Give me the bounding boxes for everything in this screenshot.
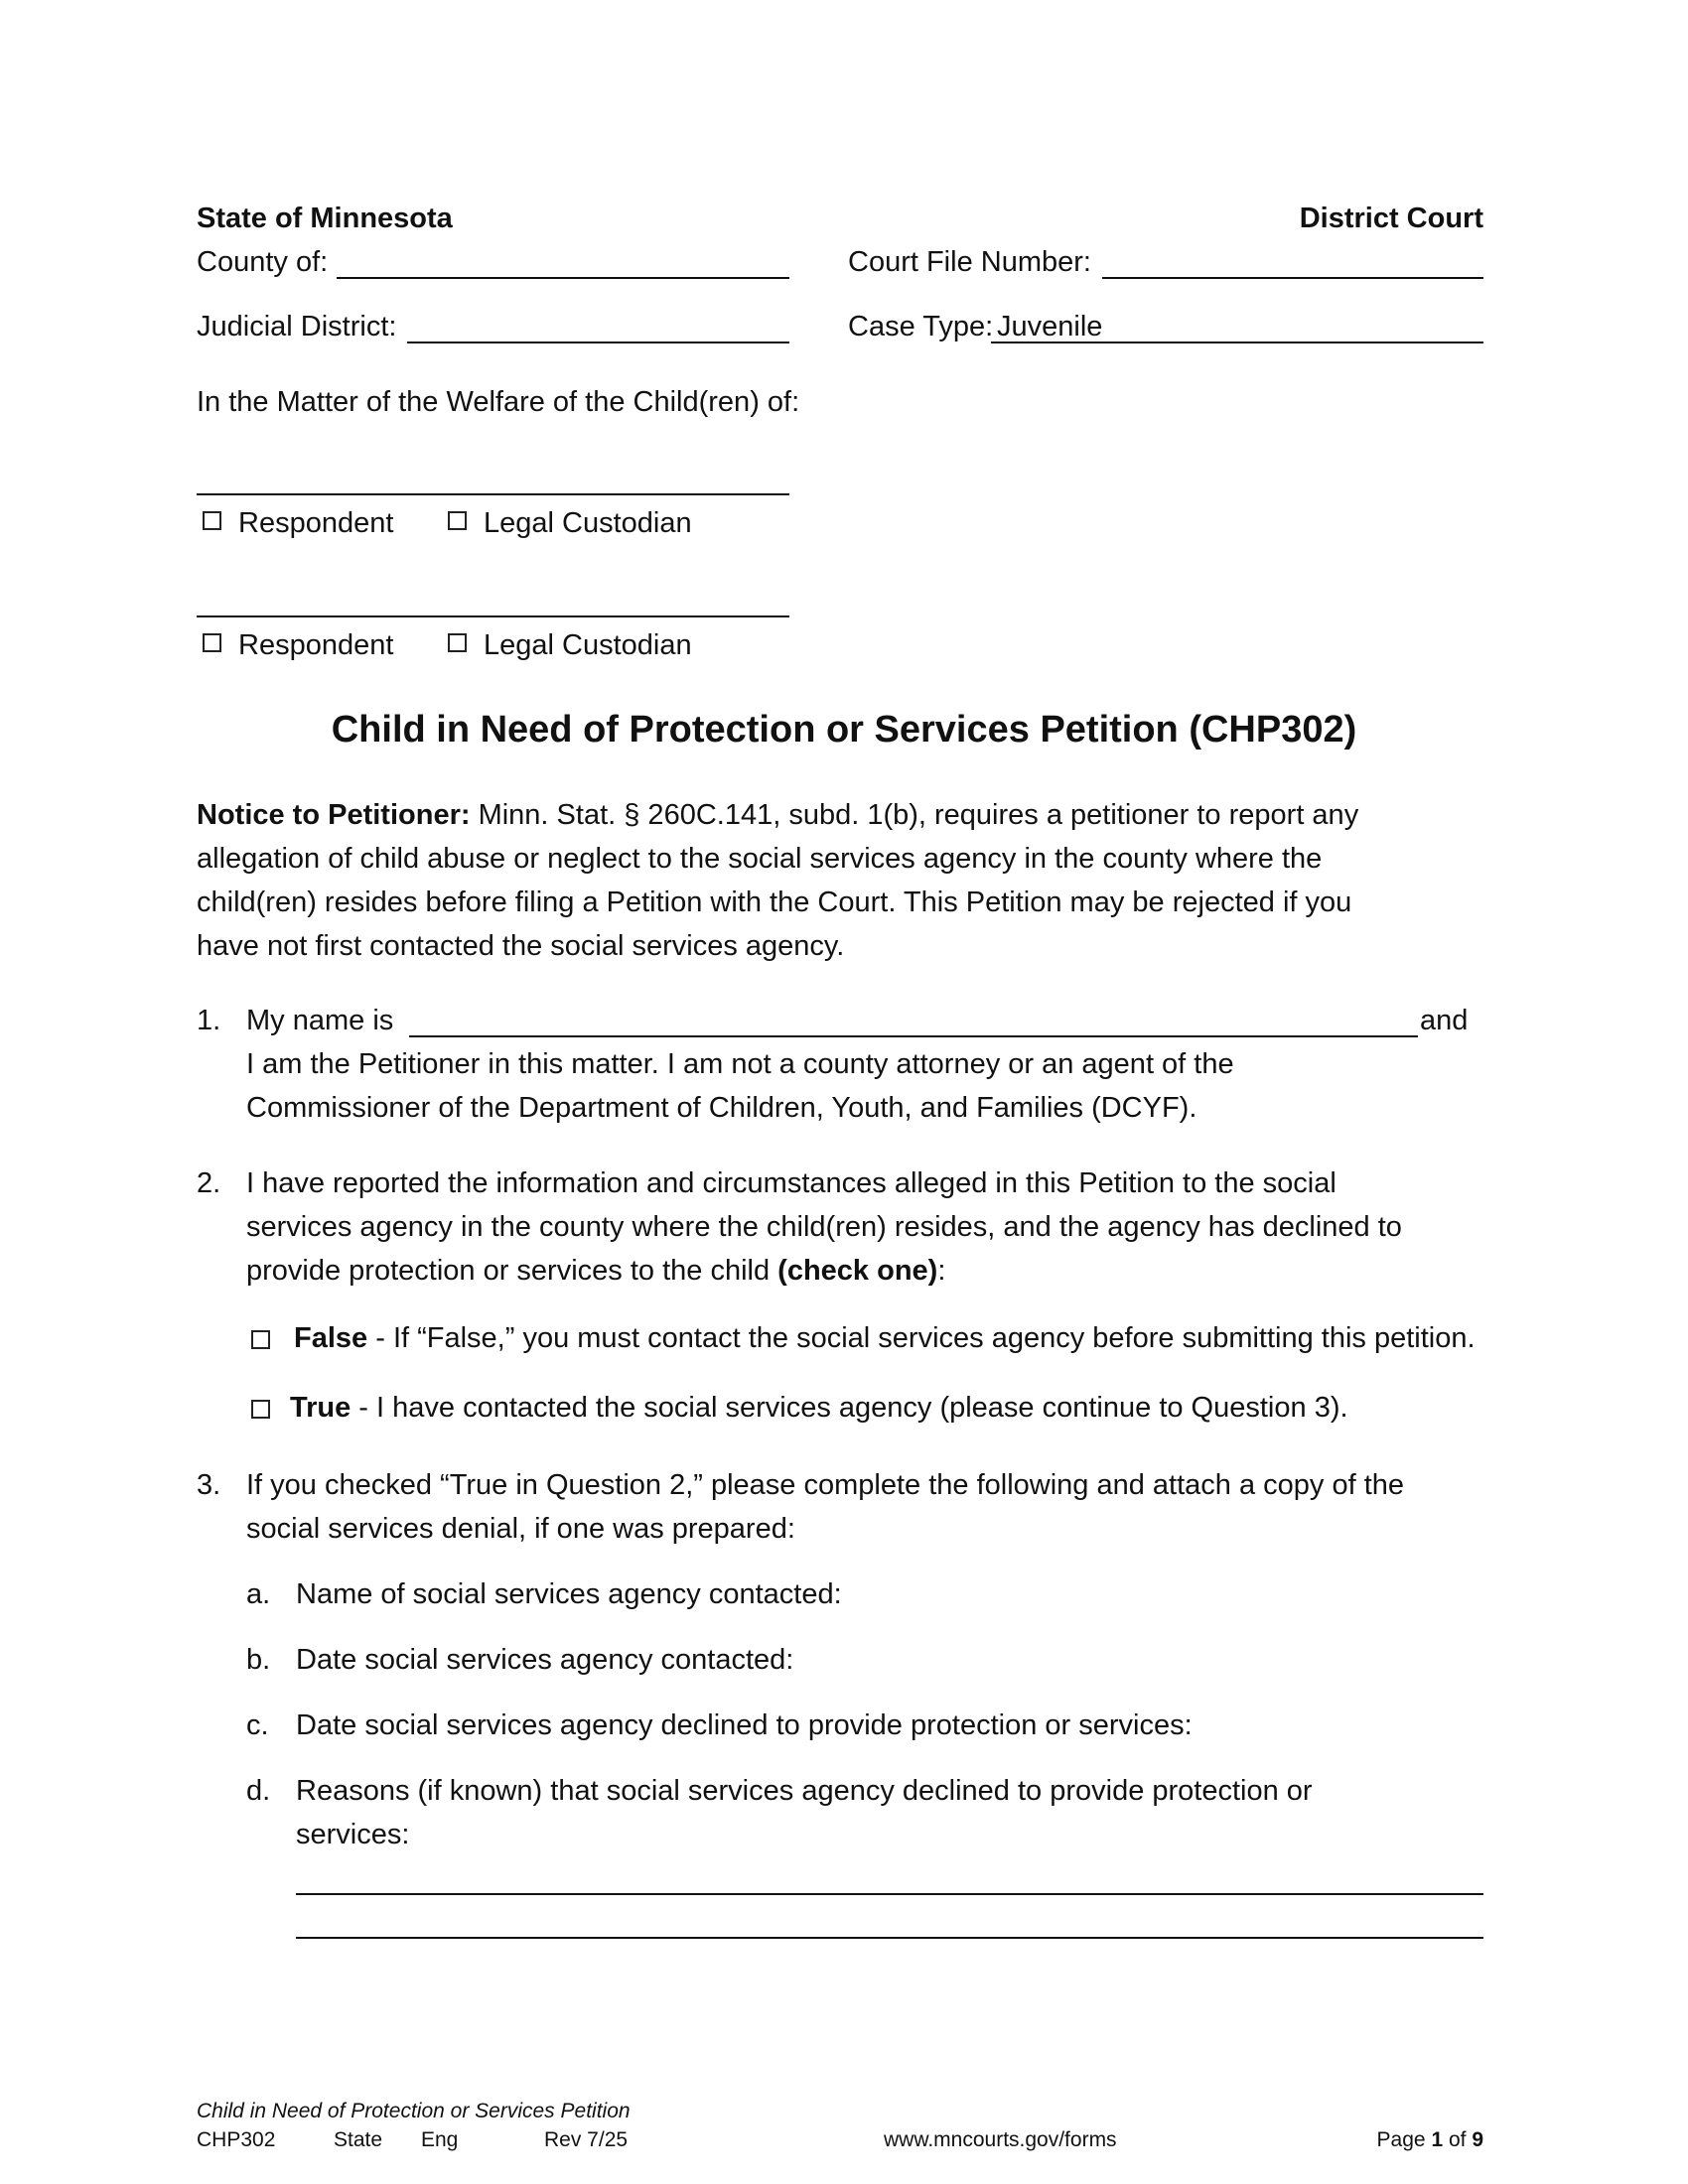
footer-url[interactable]: www.mncourts.gov/forms xyxy=(884,2128,1117,2151)
footer-scope: State xyxy=(334,2128,383,2151)
true-option-label: True xyxy=(290,1392,352,1424)
q3d-text-2: services: xyxy=(296,1819,410,1850)
notice-line-2: allegation of child abuse or neglect to the social services agency in the county where the xyxy=(197,843,1323,875)
q3c-letter: c. xyxy=(246,1709,269,1741)
q3a-text: Name of social services agency contacted: xyxy=(296,1578,842,1610)
q3b-letter: b. xyxy=(246,1644,271,1676)
case-type-value: Juvenile xyxy=(997,311,1103,342)
petitioner-name-input-line[interactable] xyxy=(409,1035,1418,1037)
false-checkbox[interactable] xyxy=(251,1330,270,1349)
state-label: State of Minnesota xyxy=(197,203,453,234)
q3d-letter: d. xyxy=(246,1775,271,1807)
reasons-input-line-1[interactable] xyxy=(296,1893,1483,1895)
page-total: 9 xyxy=(1472,2128,1483,2151)
judicial-district-input-line[interactable] xyxy=(407,341,789,343)
party-2-custodian-checkbox[interactable] xyxy=(448,633,467,652)
q3b-text: Date social services agency contacted: xyxy=(296,1644,794,1676)
page-mid: of xyxy=(1443,2128,1473,2151)
notice-text-1: Minn. Stat. § 260C.141, subd. 1(b), requires a petitioner to report any xyxy=(478,799,1359,831)
party-1-respondent-checkbox[interactable] xyxy=(203,511,221,530)
q3-number: 3. xyxy=(197,1469,221,1501)
notice-line-3: child(ren) resides before filing a Petition with the Court. This Petition may be rejected if you xyxy=(197,887,1352,918)
footer-revision: Rev 7/25 xyxy=(544,2128,629,2151)
party-2-respondent-label: Respondent xyxy=(238,629,394,661)
county-input-line[interactable] xyxy=(337,277,789,279)
page-current: 1 xyxy=(1431,2128,1444,2151)
notice-line-1 xyxy=(197,793,1358,837)
q1-lead: My name is xyxy=(246,1005,394,1036)
party-1-custodian-checkbox[interactable] xyxy=(448,511,467,530)
q3c-text: Date social services agency declined to provide protection or services: xyxy=(296,1709,1193,1741)
footer-code: CHP302 xyxy=(197,2128,276,2151)
q3-line-1: If you checked “True in Question 2,” please complete the following and attach a copy of the xyxy=(246,1469,1405,1501)
q3-line-2: social services denial, if one was prepared: xyxy=(246,1513,795,1545)
party-2-custodian-label: Legal Custodian xyxy=(484,629,692,661)
false-option xyxy=(294,1316,1476,1360)
q2-line-3-colon: : xyxy=(937,1255,946,1287)
false-option-label: False xyxy=(294,1322,368,1354)
q1-line-3: Commissioner of the Department of Children, Youth, and Families (DCYF). xyxy=(246,1092,1197,1124)
q2-line-1: I have reported the information and circumstances alleged in this Petition to the social xyxy=(246,1167,1336,1199)
q1-number: 1. xyxy=(197,1005,221,1036)
document-title: Child in Need of Protection or Services Petition (CHP302) xyxy=(331,709,1357,751)
page-prefix: Page xyxy=(1376,2128,1432,2151)
case-type-line xyxy=(991,341,1483,343)
case-type-label: Case Type: xyxy=(848,311,994,342)
true-checkbox[interactable] xyxy=(251,1400,270,1419)
notice-line-4: have not first contacted the social services agency. xyxy=(197,930,845,962)
notice-label: Notice to Petitioner: xyxy=(197,799,471,831)
matter-label: In the Matter of the Welfare of the Child(ren) of: xyxy=(197,386,800,418)
true-option-text: - I have contacted the social services agency (please continue to Question 3). xyxy=(351,1392,1348,1424)
party-2-respondent-checkbox[interactable] xyxy=(203,633,221,652)
party-1-respondent-label: Respondent xyxy=(238,507,394,539)
footer-page-number xyxy=(1377,2127,1483,2153)
q2-line-3-text: provide protection or services to the child xyxy=(246,1255,778,1287)
q1-line-2: I am the Petitioner in this matter. I am not a county attorney or an agent of the xyxy=(246,1048,1234,1080)
q3a-letter: a. xyxy=(246,1578,271,1610)
court-file-input-line[interactable] xyxy=(1102,277,1483,279)
party-1-name-line[interactable] xyxy=(197,493,789,495)
judicial-district-label: Judicial District: xyxy=(197,311,397,342)
reasons-input-line-2[interactable] xyxy=(296,1937,1483,1939)
q3d-text: Reasons (if known) that social services agency declined to provide protection or xyxy=(296,1775,1313,1807)
check-one-label: (check one) xyxy=(777,1255,938,1287)
q2-number: 2. xyxy=(197,1167,221,1199)
q2-line-3 xyxy=(246,1249,945,1293)
true-option xyxy=(290,1386,1348,1430)
false-option-text: - If “False,” you must contact the social services agency before submitting this petition. xyxy=(367,1322,1476,1354)
q2-line-2: services agency in the county where the child(ren) resides, and the agency has declined to xyxy=(246,1211,1402,1243)
court-file-label: Court File Number: xyxy=(848,246,1091,278)
footer-form-title: Child in Need of Protection or Services Petition xyxy=(197,2100,631,2122)
county-label: County of: xyxy=(197,246,329,278)
q1-trail: and xyxy=(1420,1005,1469,1036)
footer-lang: Eng xyxy=(421,2128,459,2151)
court-label: District Court xyxy=(1299,203,1483,234)
party-2-name-line[interactable] xyxy=(197,615,789,617)
party-1-custodian-label: Legal Custodian xyxy=(484,507,692,539)
